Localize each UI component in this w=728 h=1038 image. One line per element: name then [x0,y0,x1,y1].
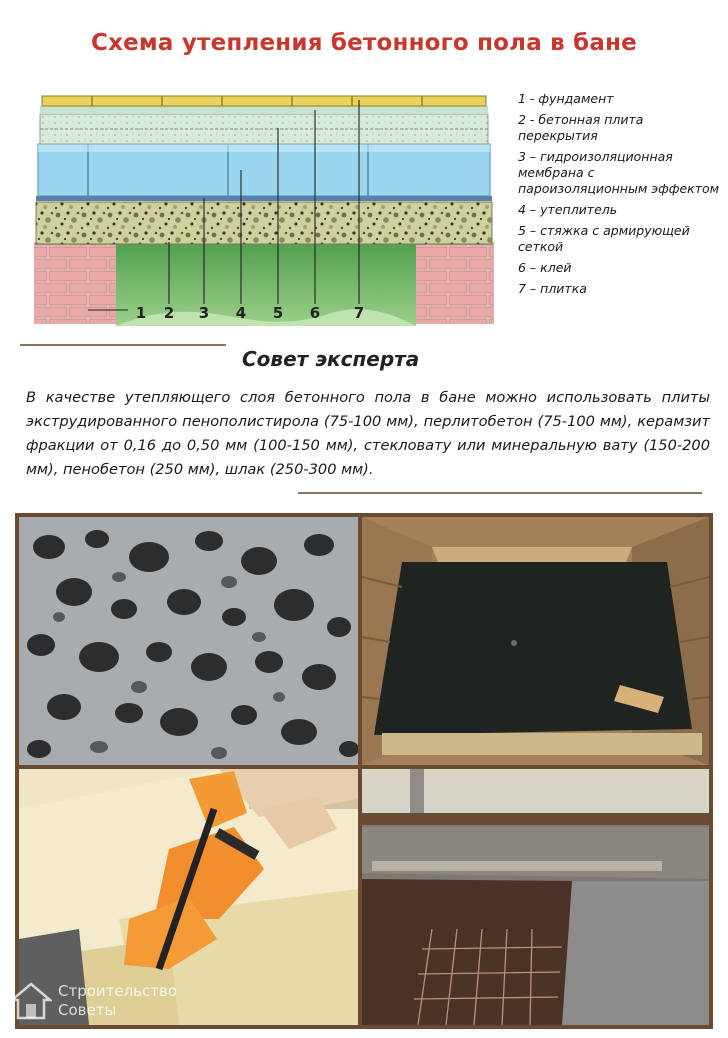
legend-item-3: 3 – гидроизоляционная мембрана с пароизоляционным эффектом [518,149,720,196]
floor-cross-section-diagram [28,90,500,330]
photo-grid [15,513,713,1029]
photo-waterproofed-floor [362,517,709,765]
callout-5: 5 [272,304,284,322]
legend-item-4: 4 – утеплитель [518,202,618,217]
legend-item-6: 6 – клей [518,260,572,275]
legend-item-2: 2 - бетонная плита перекрытия [518,112,644,143]
divider-bottom [298,492,702,494]
expert-tip-heading: Совет эксперта [242,347,420,371]
divider-top [20,344,226,346]
callout-2: 2 [163,304,175,322]
photo-foam-concrete [19,517,358,765]
legend-item-5: 5 – стяжка с армирующей сеткой [518,223,690,254]
callout-1: 1 [135,304,147,322]
photo-screed-mesh [362,769,709,1025]
page-title: Схема утепления бетонного пола в бане [91,30,637,56]
legend-item-1: 1 - фундамент [518,91,614,106]
callout-7: 7 [353,304,365,322]
expert-tip-text: В качестве утепляющего слоя бетонного пола в бане можно использовать плиты экструдированного пенополистирола (75-100 мм), перлитобетон (75-100 мм), керамзит фракции от 0,16 до 0,50 мм (100-150 мм), стекловату или минеральную вату (150-200 мм), пенобетон (250 мм), шлак (250-300 мм). [26,389,710,478]
legend-item-7: 7 – плитка [518,281,587,296]
watermark-line-1: Строительство [58,982,178,1000]
callout-3: 3 [198,304,210,322]
callout-4: 4 [235,304,247,322]
diagram-legend [518,91,723,302]
site-watermark [10,978,230,1028]
watermark-line-2: Советы [58,1001,117,1019]
callout-6: 6 [309,304,321,322]
house-logo-icon [10,980,52,1022]
